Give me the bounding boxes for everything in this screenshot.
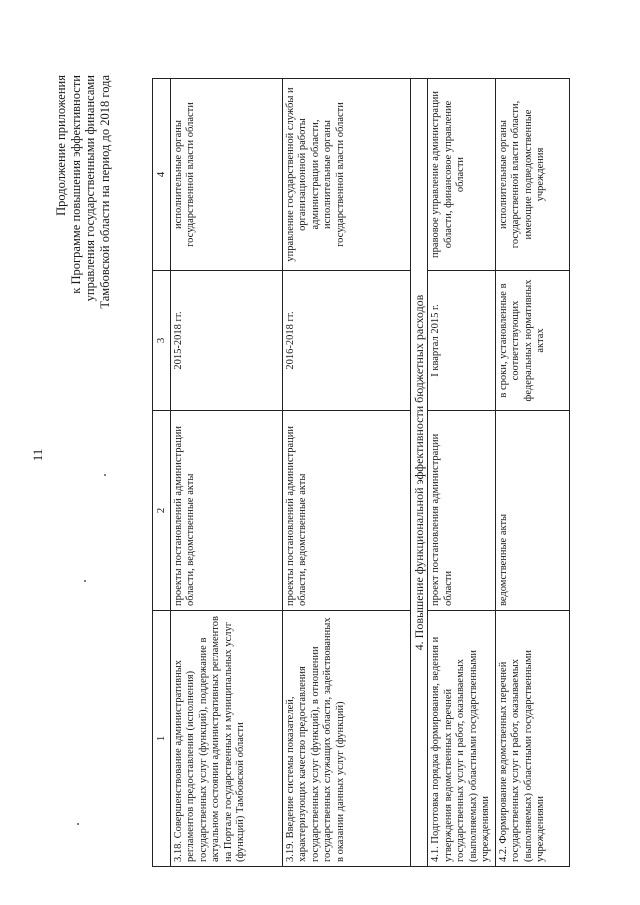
document-type-cell: проект постановления администрации области xyxy=(428,411,496,611)
document-type-cell: проекты постановлений администрации области, ведомственные акты xyxy=(282,411,410,611)
heading-line: Продолжение приложения xyxy=(54,75,68,216)
column-header: 2 xyxy=(153,411,171,611)
measures-table xyxy=(152,78,570,867)
heading-line: управления государственными финансами xyxy=(83,75,97,302)
deadline-cell: в сроки, установленные в соответствующих федеральных нормативных актах xyxy=(495,271,569,411)
column-header: 1 xyxy=(153,611,171,867)
measure-cell: 4.1. Подготовка порядка формирования, ведения и утверждения ведомственных перечней государственных услуг и работ, оказываемых (выполняемых) областными государственными учреждениями xyxy=(428,611,496,867)
scan-speck xyxy=(77,823,79,825)
table-row xyxy=(170,79,282,867)
section-title: 4. Повышение функциональной эффективности бюджетных расходов xyxy=(410,79,428,867)
section-row xyxy=(410,79,428,867)
scan-speck xyxy=(84,580,86,582)
document-type-cell: ведомственные акты xyxy=(495,411,569,611)
measure-cell: 4.2. Формирование ведомственных перечней государственных услуг и работ, оказываемых (выполняемых) областными государственными учреждениями xyxy=(495,611,569,867)
column-header: 3 xyxy=(153,271,171,411)
scan-speck xyxy=(104,474,106,476)
table-header-row xyxy=(153,79,171,867)
heading-line: Тамбовской области на период до 2018 года xyxy=(97,75,112,309)
document-type-cell: проекты постановлений администрации области, ведомственные акты xyxy=(170,411,282,611)
measure-cell: 3.18. Совершенствование административных регламентов предоставления (исполнения) государственных услуг (функций), поддержание в актуальном состоянии административных регламентов на Портале государственных и муниципальных услуг (функций) Тамбовской области xyxy=(170,611,282,867)
measure-cell: 3.19. Введение системы показателей, характеризующих качество предоставления государственных услуг (функций), в отношении государственных служащих области, задействованных в оказании данных услуг (функций) xyxy=(282,611,410,867)
appendix-heading xyxy=(54,75,112,845)
rotated-page-content xyxy=(20,25,620,885)
responsible-cell: управление государственной службы и организационной работы администрации области, исполнительные органы государственной власти области xyxy=(282,79,410,271)
deadline-cell: 2016-2018 гг. xyxy=(282,271,410,411)
table-row xyxy=(495,79,569,867)
column-header: 4 xyxy=(153,79,171,271)
table-row xyxy=(282,79,410,867)
deadline-cell: I квартал 2015 г. xyxy=(428,271,496,411)
heading-line: к Программе повышения эффективности xyxy=(68,75,83,294)
responsible-cell: исполнительные органы государственной власти области, имеющие подведомственные учреждения xyxy=(495,79,569,271)
responsible-cell: правовое управление администрации области, финансовое управление области xyxy=(428,79,496,271)
table-row xyxy=(428,79,496,867)
page-number: 11 xyxy=(30,448,45,462)
responsible-cell: исполнительные органы государственной власти области xyxy=(170,79,282,271)
deadline-cell: 2015-2018 гг. xyxy=(170,271,282,411)
